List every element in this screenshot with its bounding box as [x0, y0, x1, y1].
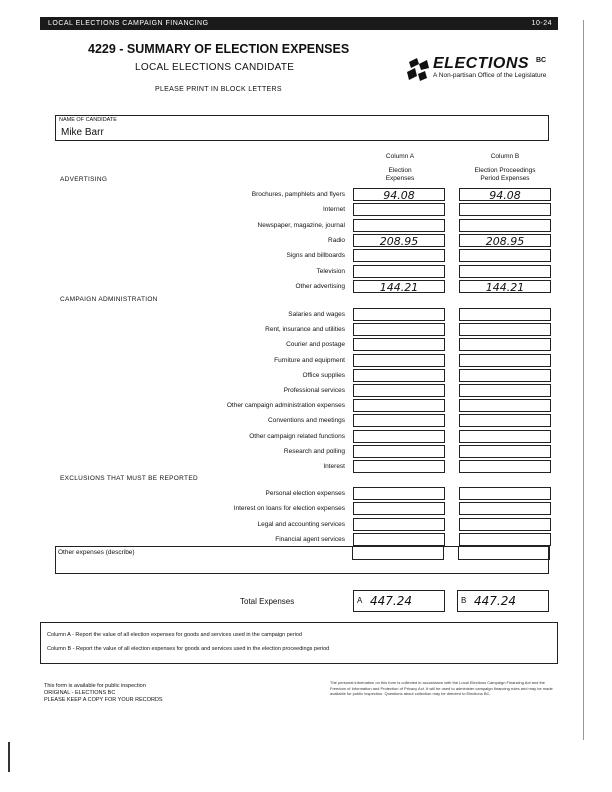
form-title: 4229 - SUMMARY OF ELECTION EXPENSES — [88, 42, 350, 56]
admin-row-a-amount[interactable] — [353, 460, 445, 473]
admin-row-label: Salaries and wages — [288, 311, 345, 318]
print-instruction: PLEASE PRINT IN BLOCK LETTERS — [155, 86, 282, 93]
column-b-title: Column B — [490, 153, 520, 160]
column-a-line2: Expenses — [385, 175, 415, 182]
advertising-row-b-amount[interactable]: 208.95 — [459, 234, 551, 247]
total-a-prefix: A — [357, 596, 363, 605]
advertising-row-b-amount[interactable] — [459, 249, 551, 262]
admin-row-label: Interest — [323, 463, 345, 470]
footer-block — [44, 683, 163, 704]
other-expenses-field[interactable] — [55, 546, 549, 574]
total-b-box[interactable] — [457, 590, 549, 612]
logo-tagline: A Non-partisan Office of the Legislature — [433, 72, 547, 79]
total-b-value: 447.24 — [474, 594, 516, 608]
candidate-name-field[interactable] — [55, 115, 549, 141]
exclusions-row-b-amount[interactable] — [459, 487, 551, 500]
column-b-line2: Period Expenses — [480, 175, 530, 182]
admin-row-a-amount[interactable] — [353, 430, 445, 443]
admin-row-a-amount[interactable] — [353, 384, 445, 397]
admin-row-label: Other campaign administration expenses — [226, 402, 345, 410]
column-a-line1: Election — [388, 167, 412, 174]
advertising-row-label: Television — [316, 267, 345, 275]
admin-row-b-amount[interactable] — [459, 414, 551, 427]
advertising-row-b-amount[interactable]: 94.08 — [459, 188, 551, 201]
admin-row-label: Professional services — [283, 387, 345, 394]
advertising-row-b-amount[interactable] — [459, 219, 551, 232]
admin-row-b-amount[interactable] — [459, 323, 551, 336]
advertising-row-label: Newspaper, magazine, journal — [257, 221, 345, 229]
logo-text: ELECTIONS — [433, 55, 530, 72]
admin-row-a-amount[interactable] — [353, 354, 445, 367]
banner-text: LOCAL ELECTIONS CAMPAIGN FINANCING — [48, 20, 209, 27]
privacy-fine-print: The personal information on this form is collected in accordance with the Local Elections Campaign Financing Act and the Freedom of Information and Protection of Privacy Act. It will be used to administer campaign financing rules and may be made available for public inspection. Questions about collection may be directed to Elections BC. — [330, 680, 553, 696]
admin-row-a-amount[interactable] — [353, 445, 445, 458]
column-a-header — [355, 153, 445, 183]
form-subtitle: LOCAL ELECTIONS CANDIDATE — [135, 62, 295, 73]
admin-row-a-amount[interactable] — [353, 414, 445, 427]
admin-row-b-amount[interactable] — [459, 338, 551, 351]
other-expenses-b-box[interactable] — [458, 546, 550, 560]
exclusions-row-label: Interest on loans for election expenses — [233, 505, 345, 513]
exclusions-heading: EXCLUSIONS THAT MUST BE REPORTED — [60, 475, 198, 482]
exclusions-row-b-amount[interactable] — [459, 533, 551, 546]
admin-row-a-amount[interactable] — [353, 338, 445, 351]
exclusions-row-a-amount[interactable] — [353, 518, 445, 531]
admin-row-a-amount[interactable] — [353, 399, 445, 412]
logo-suffix: BC — [536, 57, 547, 64]
advertising-row-b-amount[interactable] — [459, 203, 551, 216]
advertising-row-label: Other advertising — [295, 282, 345, 290]
admin-row-b-amount[interactable] — [459, 369, 551, 382]
exclusions-row-a-amount[interactable] — [353, 502, 445, 515]
advertising-row-a-amount[interactable]: 144.21 — [353, 280, 445, 293]
form-number: 10-24 — [531, 20, 552, 27]
total-expenses-label: Total Expenses — [240, 597, 295, 606]
exclusions-row-a-amount[interactable] — [353, 487, 445, 500]
advertising-row-a-amount[interactable]: 208.95 — [353, 234, 445, 247]
advertising-row-a-amount[interactable] — [353, 265, 445, 278]
footer-original: ORIGINAL - ELECTIONS BC — [44, 690, 116, 696]
admin-row-b-amount[interactable] — [459, 354, 551, 367]
other-expenses-label: Other expenses (describe) — [58, 549, 135, 556]
admin-row-label: Conventions and meetings — [268, 417, 345, 425]
column-b-line1: Election Proceedings — [474, 167, 536, 174]
note-column-b: Column B - Report the value of all election expenses for goods and services used in the election proceedings period — [47, 646, 330, 652]
footer-public-inspection: This form is available for public inspection — [44, 683, 146, 689]
exclusions-row-label: Financial agent services — [275, 535, 345, 543]
admin-row-label: Office supplies — [302, 371, 345, 379]
form-banner — [40, 17, 558, 30]
advertising-row-a-amount[interactable] — [353, 219, 445, 232]
admin-row-b-amount[interactable] — [459, 384, 551, 397]
scan-mark-left — [8, 742, 10, 772]
advertising-heading: ADVERTISING — [60, 176, 108, 183]
total-a-value: 447.24 — [370, 594, 412, 608]
other-expenses-a-box[interactable] — [352, 546, 444, 560]
advertising-row-a-amount[interactable] — [353, 203, 445, 216]
advertising-row-a-amount[interactable]: 94.08 — [353, 188, 445, 201]
admin-row-b-amount[interactable] — [459, 308, 551, 321]
footer-keep-copy: PLEASE KEEP A COPY FOR YOUR RECORDS — [44, 697, 163, 703]
advertising-row-b-amount[interactable]: 144.21 — [459, 280, 551, 293]
admin-row-label: Rent, insurance and utilities — [265, 326, 345, 334]
admin-row-b-amount[interactable] — [459, 430, 551, 443]
admin-row-b-amount[interactable] — [459, 399, 551, 412]
exclusions-row-a-amount[interactable] — [353, 533, 445, 546]
total-a-box[interactable] — [353, 590, 445, 612]
admin-row-label: Furniture and equipment — [274, 356, 345, 364]
column-b-header — [459, 153, 551, 183]
column-a-title: Column A — [385, 153, 415, 160]
admin-row-b-amount[interactable] — [459, 445, 551, 458]
candidate-name-value: Mike Barr — [61, 127, 104, 138]
admin-row-a-amount[interactable] — [353, 308, 445, 321]
elections-bc-logo-icon — [405, 56, 433, 82]
advertising-row-label: Brochures, pamphlets and flyers — [251, 191, 345, 198]
admin-row-b-amount[interactable] — [459, 460, 551, 473]
advertising-row-b-amount[interactable] — [459, 265, 551, 278]
exclusions-row-label: Personal election expenses — [265, 490, 345, 497]
admin-row-a-amount[interactable] — [353, 323, 445, 336]
exclusions-row-label: Legal and accounting services — [257, 520, 345, 528]
candidate-name-label: NAME OF CANDIDATE — [59, 117, 117, 123]
scan-edge-line — [583, 20, 584, 740]
admin-heading: CAMPAIGN ADMINISTRATION — [60, 296, 158, 303]
total-b-prefix: B — [461, 596, 467, 605]
advertising-row-label: Signs and billboards — [286, 252, 345, 260]
note-column-a: Column A - Report the value of all election expenses for goods and services used in the campaign period — [47, 632, 302, 638]
column-notes-box — [40, 622, 558, 664]
exclusions-row-b-amount[interactable] — [459, 502, 551, 515]
exclusions-row-b-amount[interactable] — [459, 518, 551, 531]
advertising-row-label: Radio — [328, 236, 345, 244]
admin-row-label: Courier and postage — [286, 341, 345, 349]
advertising-row-a-amount[interactable] — [353, 249, 445, 262]
admin-row-a-amount[interactable] — [353, 369, 445, 382]
admin-row-label: Other campaign related functions — [249, 432, 345, 440]
advertising-row-label: Internet — [322, 206, 345, 214]
admin-row-label: Research and polling — [283, 447, 345, 455]
